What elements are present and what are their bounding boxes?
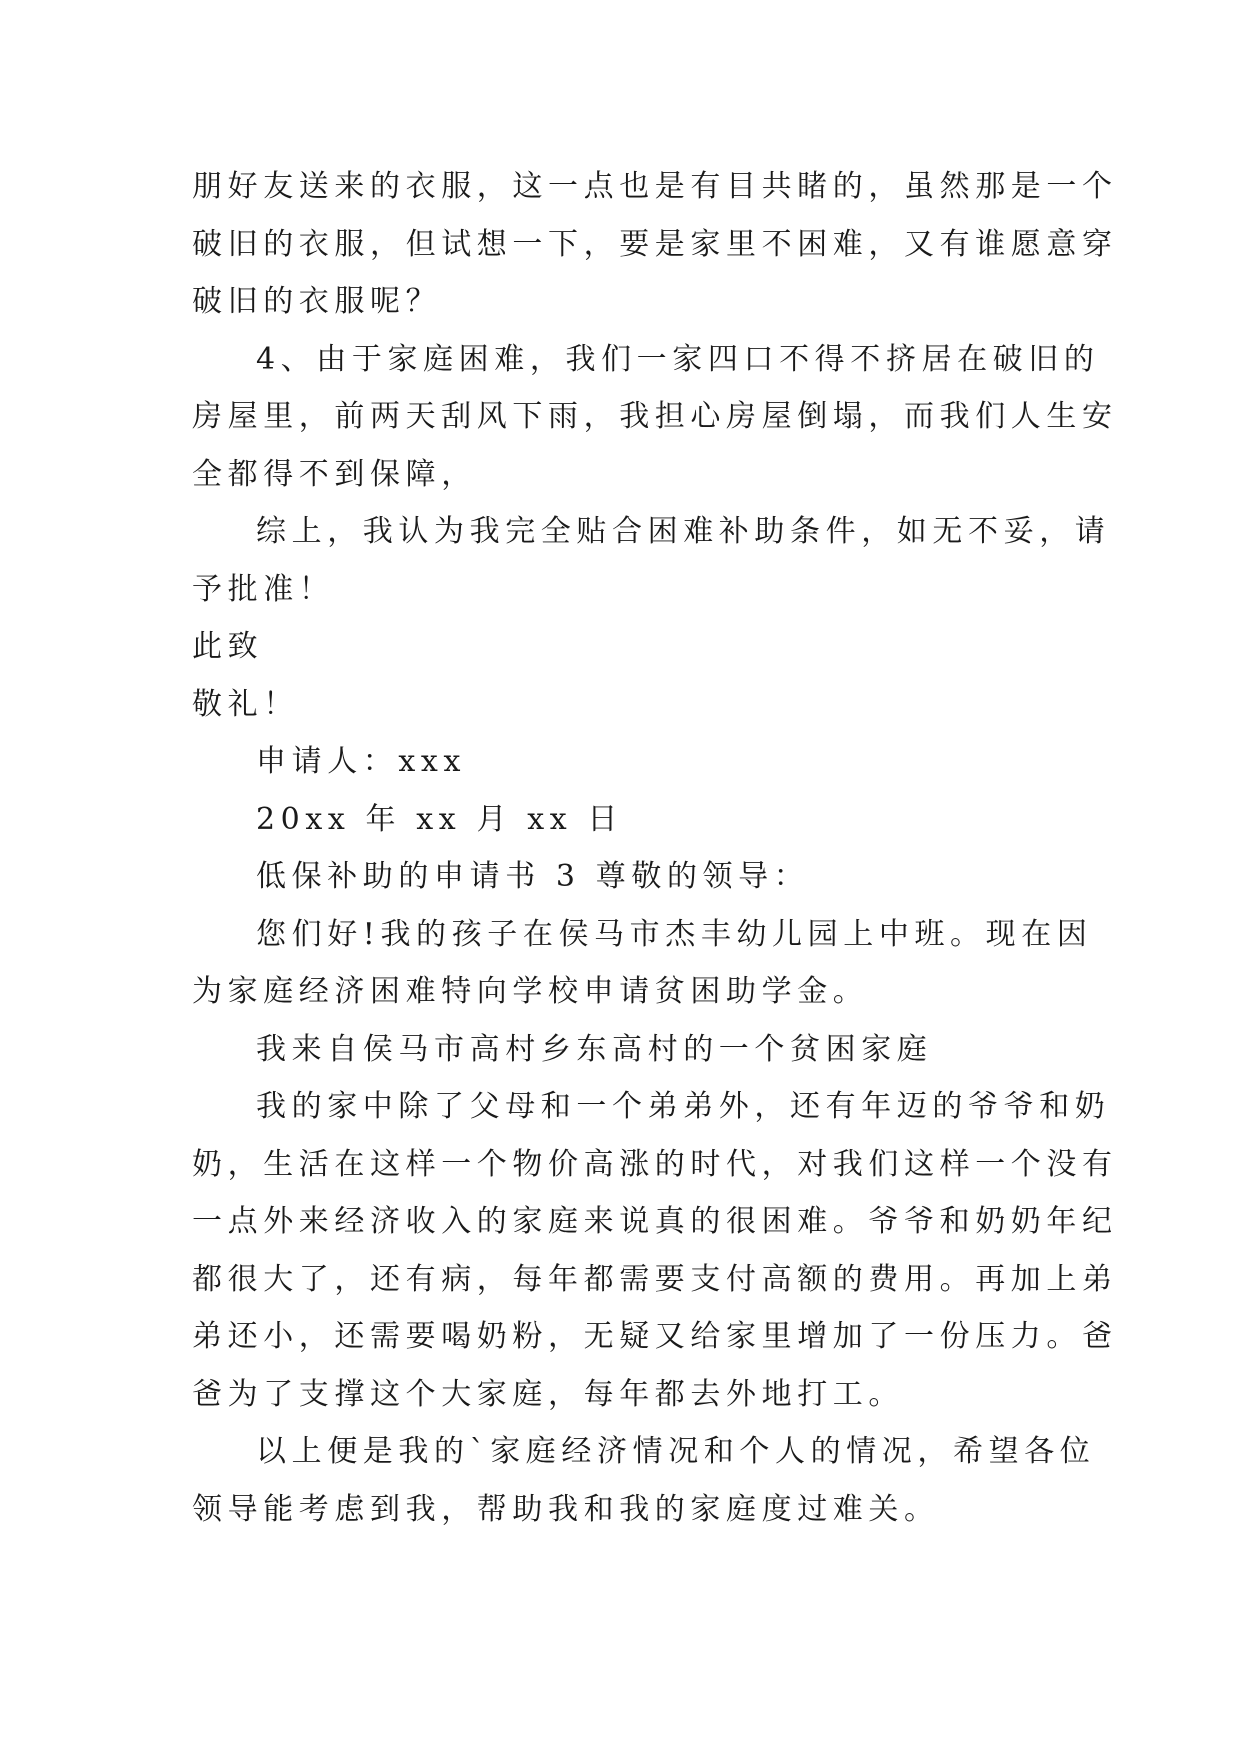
- text-line: 爸为了支撑这个大家庭，每年都去外地打工。: [192, 1377, 904, 1412]
- text-line: 以上便是我的`家庭经济情况和个人的情况，希望各位: [256, 1434, 1096, 1469]
- text-line: 4、由于家庭困难，我们一家四口不得不挤居在破旧的: [256, 342, 1100, 377]
- text-line: 都很大了，还有病，每年都需要支付高额的费用。再加上弟: [192, 1262, 1118, 1297]
- text-line: 我来自侯马市高村乡东高村的一个贫困家庭: [256, 1032, 933, 1067]
- text-line: 为家庭经济困难特向学校申请贫困助学金。: [192, 974, 869, 1009]
- text-line: 予批准！: [192, 572, 335, 607]
- text-line: 敬礼！: [192, 687, 299, 722]
- text-line: 我的家中除了父母和一个弟弟外，还有年迈的爷爷和奶: [256, 1089, 1111, 1124]
- text-line: 一点外来经济收入的家庭来说真的很困难。爷爷和奶奶年纪: [192, 1204, 1118, 1239]
- text-line: 破旧的衣服，但试想一下，要是家里不困难，又有谁愿意穿: [192, 227, 1118, 262]
- signature-line: 申请人：xxx: [256, 744, 466, 779]
- text-line: 破旧的衣服呢？: [192, 284, 442, 319]
- text-line: 奶，生活在这样一个物价高涨的时代，对我们这样一个没有: [192, 1147, 1118, 1182]
- text-line: 全都得不到保障，: [192, 457, 477, 492]
- text-line: 弟还小，还需要喝奶粉，无疑又给家里增加了一份压力。爸: [192, 1319, 1118, 1354]
- heading-line: 低保补助的申请书 3 尊敬的领导：: [256, 859, 810, 894]
- text-line: 综上，我认为我完全贴合困难补助条件，如无不妥，请: [256, 514, 1111, 549]
- text-line: 朋好友送来的衣服，这一点也是有目共睹的，虽然那是一个: [192, 169, 1118, 204]
- text-line: 您们好!我的孩子在侯马市杰丰幼儿园上中班。现在因: [256, 917, 1093, 952]
- text-line: 此致: [192, 629, 264, 664]
- text-line: 领导能考虑到我，帮助我和我的家庭度过难关。: [192, 1492, 940, 1527]
- date-line: 20xx 年 xx 月 xx 日: [256, 802, 623, 837]
- text-line: 房屋里，前两天刮风下雨，我担心房屋倒塌，而我们人生安: [192, 399, 1118, 434]
